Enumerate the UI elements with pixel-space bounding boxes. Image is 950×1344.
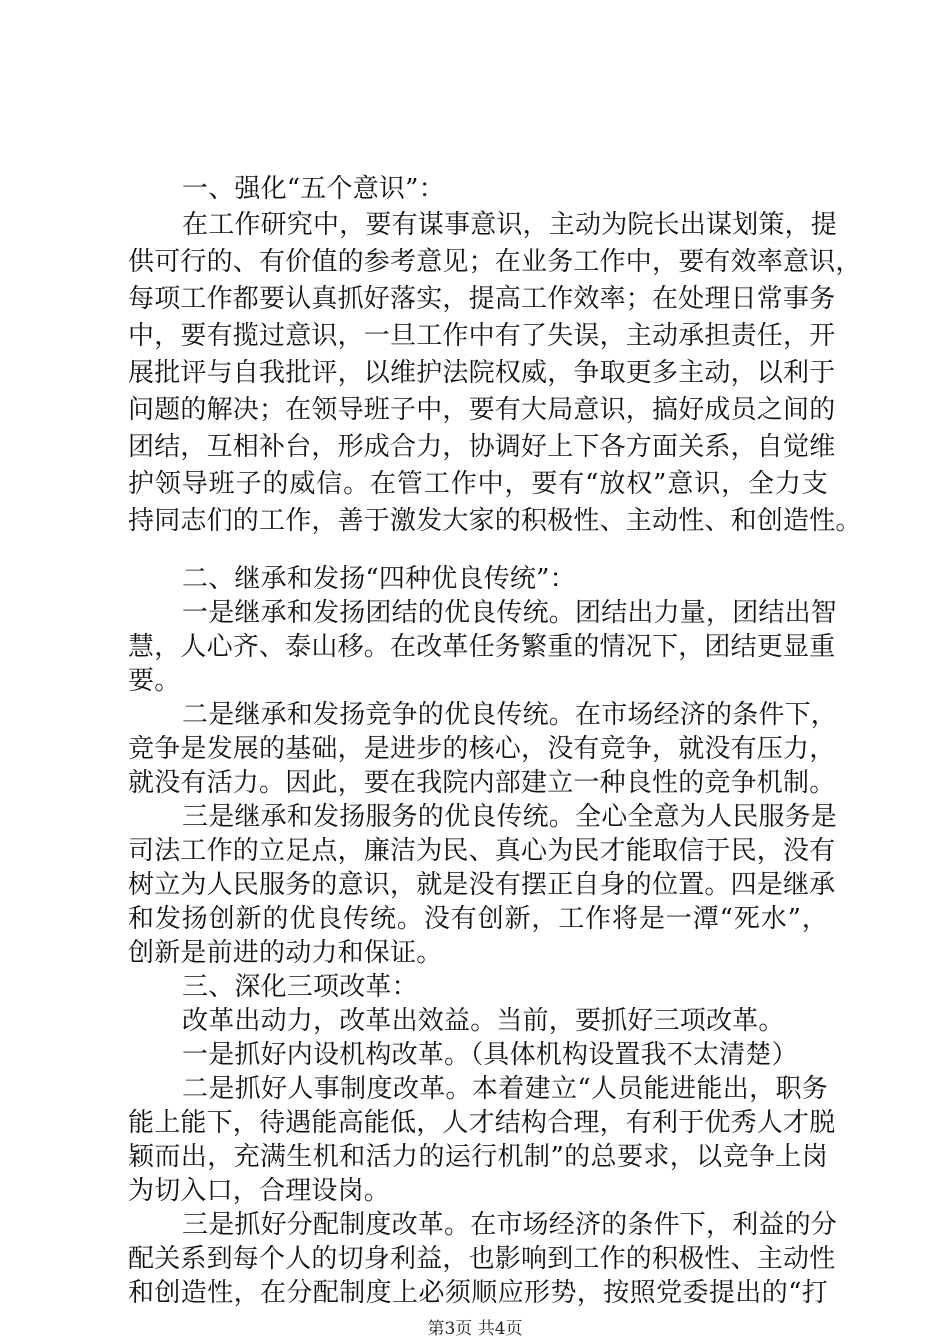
paragraph-line: 配关系到每个人的切身利益，也影响到工作的积极性、主动性 (128, 1244, 836, 1274)
paragraph-line: 司法工作的立足点，廉洁为民、真心为民才能取信于民，没有 (128, 836, 836, 866)
page-footer: 第3页 共4页 (427, 1319, 523, 1339)
paragraph-line: 问题的解决；在领导班子中，要有大局意识，搞好成员之间的 (128, 395, 836, 425)
paragraph-line: 护领导班子的威信。在管工作中，要有“放权”意识，全力支 (128, 469, 828, 499)
paragraph-line: 每项工作都要认真抓好落实，提高工作效率；在处理日常事务 (128, 284, 836, 314)
paragraph-line: 三是抓好分配制度改革。在市场经济的条件下，利益的分 (182, 1210, 838, 1240)
section-heading: 一、强化“五个意识”： (182, 174, 445, 204)
paragraph-line: 竞争是发展的基础，是进步的核心，没有竞争，就没有压力， (128, 734, 836, 764)
paragraph-line: 二是继承和发扬竞争的优良传统。在市场经济的条件下， (182, 700, 838, 730)
paragraph-line: 慧，人心齐、泰山移。在改革任务繁重的情况下，团结更显重 (128, 632, 836, 662)
paragraph-line: 持同志们的工作，善于激发大家的积极性、主动性、和创造性。 (128, 506, 862, 536)
paragraph-line: 供可行的、有价值的参考意见；在业务工作中，要有效率意识， (128, 247, 862, 277)
paragraph-line: 一是继承和发扬团结的优良传统。团结出力量，团结出智 (182, 598, 838, 628)
paragraph-line: 中，要有揽过意识，一旦工作中有了失误，主动承担责任，开 (128, 321, 836, 351)
paragraph-line: 和创造性，在分配制度上必须顺应形势，按照党委提出的“打 (128, 1278, 828, 1308)
paragraph-line: 展批评与自我批评，以维护法院权威，争取更多主动，以利于 (128, 358, 836, 388)
paragraph-line: 团结，互相补台，形成合力，协调好上下各方面关系，自觉维 (128, 432, 836, 462)
paragraph-line: 三是继承和发扬服务的优良传统。全心全意为人民服务是 (182, 802, 838, 832)
paragraph-line: 树立为人民服务的意识，就是没有摆正自身的位置。四是继承 (128, 870, 836, 900)
paragraph-line: 要。 (128, 666, 181, 696)
paragraph-line: 在工作研究中，要有谋事意识，主动为院长出谋划策，提 (182, 210, 838, 240)
paragraph-line: 二是抓好人事制度改革。本着建立“人员能进能出，职务 (182, 1074, 828, 1104)
paragraph-line: 改革出动力，改革出效益。当前，要抓好三项改革。 (182, 1006, 785, 1036)
paragraph-line: 就没有活力。因此，要在我院内部建立一种良性的竞争机制。 (128, 768, 836, 798)
section-heading: 三、深化三项改革： (182, 972, 418, 1002)
paragraph-line: 颖而出，充满生机和活力的运行机制”的总要求，以竞争上岗 (128, 1142, 828, 1172)
paragraph-line: 一是抓好内设机构改革。（具体机构设置我不太清楚） (182, 1040, 798, 1070)
paragraph-line: 为切入口，合理设岗。 (128, 1176, 391, 1206)
section-heading: 二、继承和发扬“四种优良传统”： (182, 564, 576, 594)
paragraph-line: 能上能下，待遇能高能低，人才结构合理，有利于优秀人才脱 (128, 1108, 836, 1138)
paragraph-line: 和发扬创新的优良传统。没有创新，工作将是一潭“死水”， (128, 904, 828, 934)
paragraph-line: 创新是前进的动力和保证。 (128, 938, 443, 968)
